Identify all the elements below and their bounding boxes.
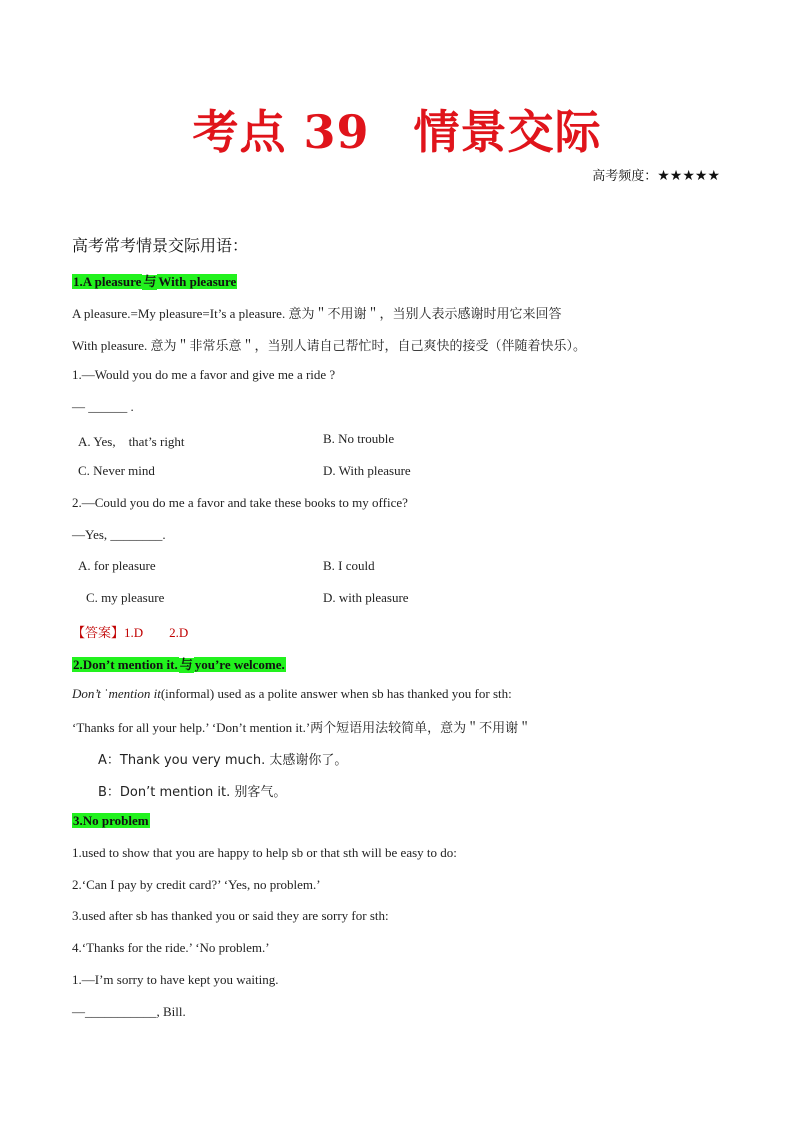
dialog-b: B：Don’t mention it. 别客气。 (98, 785, 287, 800)
section3-question1: 1.—I’m sorry to have kept you waiting. (72, 972, 279, 987)
frequency-label: 高考频度： (592, 169, 658, 184)
section1-line2-en: With pleasure. (72, 338, 148, 353)
frequency-stars: ★★★★★ (657, 168, 720, 184)
dialog-a: A：Thank you very much. 太感谢你了。 (98, 753, 348, 768)
section1-heading-join: 与 (143, 275, 157, 290)
title-topic-number: 考点 39 (192, 105, 370, 159)
section3-line1: 1.used to show that you are happy to help sb or that sth will be easy to do: (72, 845, 457, 860)
section3-heading (72, 813, 150, 829)
question2: 2.—Could you do me a favor and take these books to my office? (72, 495, 408, 510)
section3-question1-blank: —___________, Bill. (72, 1004, 186, 1019)
section1-line1 (72, 303, 561, 322)
section1-heading-b: With pleasure (158, 274, 237, 289)
section3-line4: 4.‘Thanks for the ride.’ ‘No problem.’ (72, 940, 270, 955)
section2-heading (72, 654, 286, 673)
q1-option-d: D. With pleasure (323, 463, 411, 478)
example-cn: 两个短语用法较简单，意为＂不用谢＂ (310, 721, 532, 736)
definition-text: (informal) used as a polite answer when sb has thanked you for sth: (160, 686, 512, 701)
q1-option-a: A. Yes, that’s right (78, 434, 185, 449)
q2-option-c: C. my pleasure (86, 590, 165, 605)
page-title (0, 96, 794, 162)
section1-heading-a: 1.A pleasure (73, 274, 142, 289)
section2-heading-a: 2.Don’t mention it. (73, 657, 178, 672)
q2-option-d: D. with pleasure (323, 590, 409, 605)
section2-heading-b: you’re welcome. (194, 657, 285, 672)
section1-line2-cn: 意为＂非常乐意＂，当别人请自己帮忙时，自己爽快的接受（伴随着快乐）。 (150, 339, 587, 354)
section3-heading-text: 3.No problem (73, 813, 149, 828)
question2-blank: —Yes, ________. (72, 527, 166, 542)
section3-line2: 2.‘Can I pay by credit card?’ ‘Yes, no problem.’ (72, 877, 321, 892)
q1-option-c: C. Never mind (78, 463, 155, 478)
q2-option-b: B. I could (323, 558, 375, 573)
section1-line1-en: A pleasure.=My pleasure=It’s a pleasure. (72, 306, 286, 321)
definition-term: Don’t ˈmention it (72, 686, 161, 701)
section2-definition (72, 686, 512, 702)
section1-heading (72, 271, 237, 290)
section1-line1-cn: 意为＂不用谢＂，当别人表示感谢时用它来回答 (288, 307, 562, 322)
example-en: ‘Thanks for all your help.’ ‘Don’t mention it.’ (72, 720, 311, 735)
answer-value: 1.D 2.D (124, 625, 189, 640)
question1: 1.—Would you do me a favor and give me a ride ? (72, 367, 336, 382)
section2-heading-join: 与 (179, 658, 193, 673)
exam-frequency (592, 165, 720, 184)
q2-option-a: A. for pleasure (78, 558, 156, 573)
question1-blank: — ______ . (72, 399, 134, 414)
q1-option-b: B. No trouble (323, 431, 395, 446)
answer-line (72, 622, 188, 641)
section2-example (72, 717, 531, 736)
title-topic-name: 情景交际 (413, 105, 602, 159)
answer-label: 【答案】 (72, 626, 125, 641)
intro-heading: 高考常考情景交际用语： (72, 236, 249, 255)
section1-line2 (72, 335, 586, 354)
section3-line3: 3.used after sb has thanked you or said they are sorry for sth: (72, 908, 389, 923)
